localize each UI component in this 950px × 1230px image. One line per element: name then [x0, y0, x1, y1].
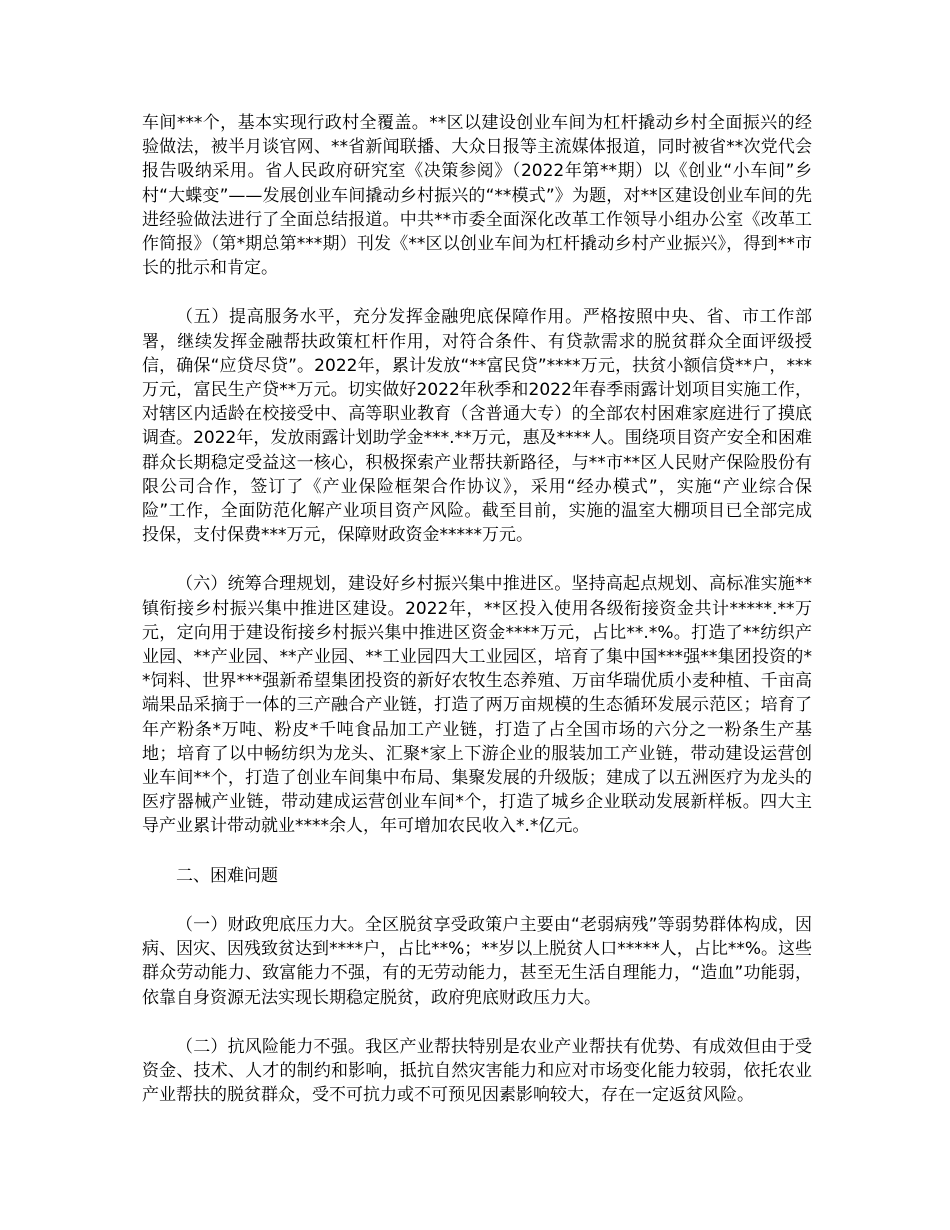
paragraph-continuation: 车间***个，基本实现行政村全覆盖。**区以建设创业车间为杠杆撬动乡村全面振兴的经验做法，被半月谈官网、**省新闻联播、大众日报等主流媒体报道，同时被省**次党代会报告吸纳采用。省人民政府研究室《决策参阅》（2022年第**期）以《创业“小车间”乡村“大蝶变”——发展创业车间撬动乡村振兴的“**模式”》为题，对**区建设创业车间的先进经验做法进行了全面总结报道。中共**市委全面深化改革工作领导小组办公室《改革工作简报》（第*期总第***期）刊发《**区以创业车间为杠杆撬动乡村产业振兴》，得到**市长的批示和肯定。 — [142, 113, 812, 279]
paragraph-difficulty-2: （二）抗风险能力不强。我区产业帮扶特别是农业产业帮扶有优势、有成效但由于受资金、技术、人才的制约和影响，抵抗自然灾害能力和应对市场变化能力较弱，依托农业产业帮扶的脱贫群众，受不可抗力或不可预见因素影响较大，存在一定返贫风险。 — [142, 1036, 812, 1106]
document-page — [142, 111, 812, 1132]
paragraph-difficulty-1: （一）财政兜底压力大。全区脱贫享受政策户主要由“老弱病残”等弱势群体构成，因病、因灾、因残致贫达到****户，占比**%；**岁以上脱贫人口*****人，占比**%。这些群众劳动能力、致富能力不强，有的无劳动能力，甚至无生活自理能力，“造血”功能弱，依靠自身资源无法实现长期稳定脱贫，政府兜底财政压力大。 — [142, 914, 812, 1008]
paragraph-section-6: （六）统筹合理规划，建设好乡村振兴集中推进区。坚持高起点规划、高标准实施**镇衔接乡村振兴集中推进区建设。2022年，**区投入使用各级衔接资金共计*****.**万元，定向用于建设衔接乡村振兴集中推进区资金****万元，占比**.*%。打造了**纺织产业园、**产业园、**产业园、**工业园四大工业园区，培育了集中国***强**集团投资的**饲料、世界***强新希望集团投资的新好农牧生态养殖、万亩华瑞优质小麦种植、千亩高端果品采摘于一体的三产融合产业链，打造了两万亩规模的生态循环发展示范区；培育了年产粉条*万吨、粉皮*千吨食品加工产业链，打造了占全国市场的六分之一粉条生产基地；培育了以中畅纺织为龙头、汇聚*家上下游企业的服装加工产业链，带动建设运营创业车间**个，打造了创业车间集中布局、集聚发展的升级版；建成了以五洲医疗为龙头的医疗器械产业链，带动建成运营创业车间*个，打造了城乡企业联动发展新样板。四大主导产业累计带动就业****余人，年可增加农民收入*.*亿元。 — [142, 574, 812, 837]
paragraph-section-5: （五）提高服务水平，充分发挥金融兜底保障作用。严格按照中央、省、市工作部署，继续发挥金融帮扶政策杠杆作用，对符合条件、有贷款需求的脱贫群众全面评级授信，确保“应贷尽贷”。2022年，累计发放“**富民贷”****万元，扶贫小额信贷**户，***万元，富民生产贷**万元。切实做好2022年秋季和2022年春季雨露计划项目实施工作，对辖区内适龄在校接受中、高等职业教育（含普通大专）的全部农村困难家庭进行了摸底调查。2022年，发放雨露计划助学金***.**万元，惠及****人。围绕项目资产安全和困难群众长期稳定受益这一核心，积极探索产业帮扶新路径，与**市**区人民财产保险股份有限公司合作，签订了《产业保险框架合作协议》，采用“经办模式”，实施“产业综合保险”工作，全面防范化解产业项目资产风险。截至目前，实施的温室大棚项目已全部完成投保，支付保费***万元，保障财政资金*****万元。 — [142, 307, 812, 546]
section-heading-difficulties: 二、困难问题 — [176, 865, 278, 886]
